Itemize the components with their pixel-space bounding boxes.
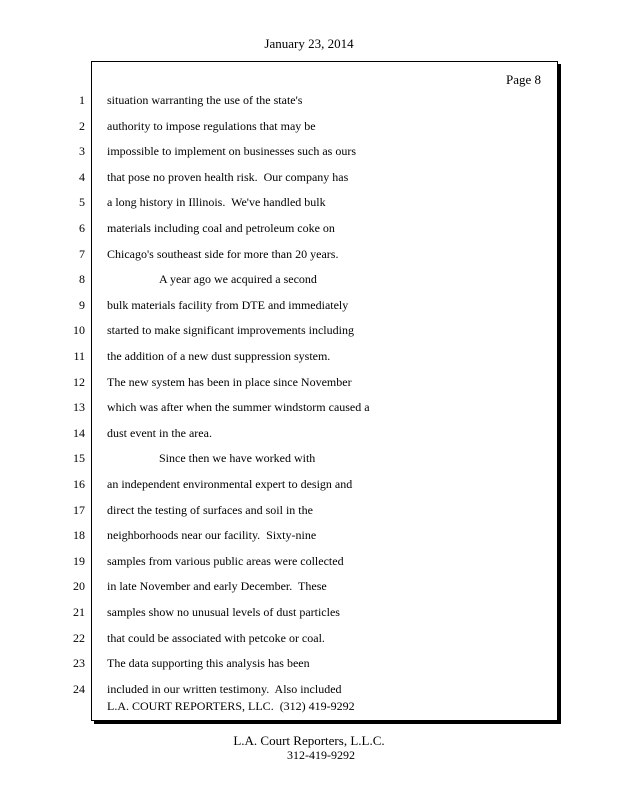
transcript-line: Since then we have worked with bbox=[159, 451, 316, 465]
transcript-line: started to make significant improvements including bbox=[107, 323, 354, 337]
transcript-line: The data supporting this analysis has been bbox=[107, 656, 310, 670]
line-number: 21 bbox=[73, 605, 85, 619]
line-number: 14 bbox=[73, 426, 85, 440]
line-number: 22 bbox=[73, 631, 85, 645]
transcript-line: direct the testing of surfaces and soil in the bbox=[107, 503, 313, 517]
line-number: 11 bbox=[73, 349, 85, 363]
line-number: 6 bbox=[79, 221, 85, 235]
transcript-line: A year ago we acquired a second bbox=[159, 272, 317, 286]
transcript-line: the addition of a new dust suppression system. bbox=[107, 349, 331, 363]
transcript-line: bulk materials facility from DTE and immediately bbox=[107, 298, 349, 312]
line-number: 1 bbox=[79, 93, 85, 107]
transcript-line: included in our written testimony. Also included bbox=[107, 682, 342, 696]
transcript-line: that pose no proven health risk. Our company has bbox=[107, 170, 349, 184]
company-phone: 312-419-9292 bbox=[287, 748, 355, 762]
line-number: 19 bbox=[73, 554, 85, 568]
line-number: 7 bbox=[79, 247, 85, 261]
header-date: January 23, 2014 bbox=[264, 36, 354, 51]
transcript-line: samples show no unusual levels of dust particles bbox=[107, 605, 340, 619]
page-number: Page 8 bbox=[505, 72, 541, 87]
transcript-line: authority to impose regulations that may be bbox=[107, 119, 316, 133]
line-number: 3 bbox=[79, 144, 85, 158]
line-number: 9 bbox=[79, 298, 85, 312]
transcript-line: an independent environmental expert to design and bbox=[107, 477, 353, 491]
line-number: 12 bbox=[73, 375, 85, 389]
transcript-line: neighborhoods near our facility. Sixty-nine bbox=[107, 528, 317, 542]
line-number: 2 bbox=[79, 119, 85, 133]
line-number: 4 bbox=[79, 170, 85, 184]
transcript-page bbox=[91, 61, 558, 721]
line-number: 13 bbox=[73, 400, 85, 414]
line-number: 10 bbox=[73, 323, 85, 337]
transcript-line: dust event in the area. bbox=[107, 426, 212, 440]
transcript-line: in late November and early December. These bbox=[107, 579, 327, 593]
line-number: 23 bbox=[73, 656, 85, 670]
transcript-line: Chicago's southeast side for more than 20 years. bbox=[107, 247, 339, 261]
line-number: 15 bbox=[73, 451, 85, 465]
reporter-footer: L.A. COURT REPORTERS, LLC. (312) 419-9292 bbox=[107, 699, 355, 713]
transcript-line: samples from various public areas were collected bbox=[107, 554, 344, 568]
line-number: 8 bbox=[79, 272, 85, 286]
transcript-line: that could be associated with petcoke or coal. bbox=[107, 631, 325, 645]
transcript-line: which was after when the summer windstorm caused a bbox=[107, 400, 370, 414]
company-name: L.A. Court Reporters, L.L.C. bbox=[233, 733, 385, 748]
transcript-line: materials including coal and petroleum coke on bbox=[107, 221, 335, 235]
line-number: 18 bbox=[73, 528, 85, 542]
line-number: 17 bbox=[73, 503, 85, 517]
line-number: 24 bbox=[73, 682, 85, 696]
transcript-line: situation warranting the use of the state's bbox=[107, 93, 303, 107]
line-number: 5 bbox=[79, 195, 85, 209]
transcript-line: impossible to implement on businesses such as ours bbox=[107, 144, 356, 158]
transcript-line: a long history in Illinois. We've handled bulk bbox=[107, 195, 326, 209]
line-number: 20 bbox=[73, 579, 85, 593]
line-number: 16 bbox=[73, 477, 85, 491]
transcript-line: The new system has been in place since November bbox=[107, 375, 352, 389]
